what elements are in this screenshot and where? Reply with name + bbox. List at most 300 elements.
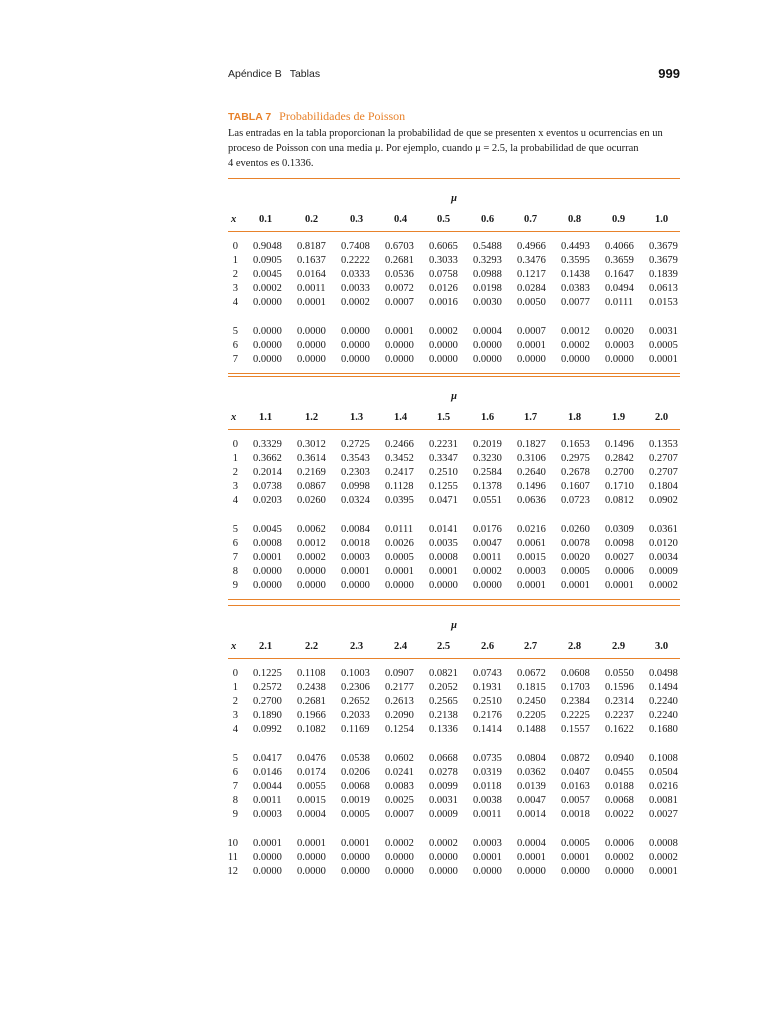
probability-cell: 0.0022 bbox=[605, 809, 634, 820]
table-row bbox=[228, 766, 680, 780]
probability-cell: 0.3662 bbox=[253, 453, 282, 464]
probability-cell: 0.0188 bbox=[605, 781, 634, 792]
probability-cell: 0.2176 bbox=[473, 710, 502, 721]
mu-column-header: 0.6 bbox=[481, 214, 495, 225]
probability-cell: 0.0000 bbox=[341, 326, 370, 337]
probability-cell: 0.0002 bbox=[473, 566, 502, 577]
probability-cell: 0.0068 bbox=[341, 781, 370, 792]
probability-cell: 0.0016 bbox=[429, 297, 458, 308]
probability-cell: 0.0038 bbox=[473, 795, 502, 806]
probability-cell: 0.2438 bbox=[297, 682, 326, 693]
probability-cell: 0.2052 bbox=[429, 682, 458, 693]
probability-cell: 0.0002 bbox=[649, 852, 678, 863]
probability-cell: 0.1557 bbox=[561, 724, 590, 735]
probability-cell: 0.0000 bbox=[429, 580, 458, 591]
x-value: 5 bbox=[232, 753, 238, 764]
table-row bbox=[228, 837, 680, 851]
probability-cell: 0.1378 bbox=[473, 481, 502, 492]
probability-cell: 0.0004 bbox=[297, 809, 326, 820]
probability-cell: 0.0494 bbox=[605, 283, 634, 294]
probability-cell: 0.3230 bbox=[473, 453, 502, 464]
probability-cell: 0.0471 bbox=[429, 495, 458, 506]
probability-cell: 0.3595 bbox=[561, 255, 590, 266]
probability-cell: 0.0260 bbox=[561, 524, 590, 535]
probability-cell: 0.0361 bbox=[649, 524, 678, 535]
probability-cell: 0.0000 bbox=[253, 354, 282, 365]
probability-cell: 0.9048 bbox=[253, 241, 282, 252]
probability-cell: 0.0000 bbox=[341, 852, 370, 863]
intro-line: Las entradas en la tabla proporcionan la probabilidad de que se presenten x eventos u ocurrencias en un bbox=[228, 128, 663, 139]
probability-cell: 0.1931 bbox=[473, 682, 502, 693]
running-head bbox=[228, 66, 680, 84]
probability-cell: 0.0536 bbox=[385, 269, 414, 280]
probability-cell: 0.0000 bbox=[385, 852, 414, 863]
x-value: 0 bbox=[232, 439, 238, 450]
x-value: 6 bbox=[232, 767, 238, 778]
probability-cell: 0.0035 bbox=[429, 538, 458, 549]
table-row bbox=[228, 240, 680, 254]
probability-cell: 0.0455 bbox=[605, 767, 634, 778]
probability-cell: 0.0020 bbox=[605, 326, 634, 337]
x-value: 2 bbox=[232, 696, 238, 707]
mu-column-header: 2.1 bbox=[259, 641, 273, 652]
table-row bbox=[228, 709, 680, 723]
probability-cell: 0.3543 bbox=[341, 453, 370, 464]
probability-cell: 0.3033 bbox=[429, 255, 458, 266]
probability-cell: 0.0050 bbox=[517, 297, 546, 308]
probability-cell: 0.0000 bbox=[561, 866, 590, 877]
probability-cell: 0.3679 bbox=[649, 255, 678, 266]
probability-cell: 0.0005 bbox=[649, 340, 678, 351]
section-label: Tablas bbox=[289, 68, 321, 80]
x-value: 0 bbox=[232, 668, 238, 679]
table-row bbox=[228, 565, 680, 579]
probability-cell: 0.0001 bbox=[297, 297, 326, 308]
mu-column-header: 1.0 bbox=[655, 214, 669, 225]
table-row bbox=[228, 851, 680, 865]
probability-cell: 0.0613 bbox=[649, 283, 678, 294]
probability-cell: 0.0077 bbox=[561, 297, 590, 308]
probability-cell: 0.2138 bbox=[429, 710, 458, 721]
probability-cell: 0.0001 bbox=[517, 580, 546, 591]
mu-column-header: 1.7 bbox=[524, 412, 538, 423]
x-value: 1 bbox=[232, 453, 238, 464]
probability-cell: 0.0998 bbox=[341, 481, 370, 492]
mu-column-header: 0.1 bbox=[259, 214, 273, 225]
probability-cell: 0.1353 bbox=[649, 439, 678, 450]
probability-cell: 0.0072 bbox=[385, 283, 414, 294]
table-intro bbox=[228, 126, 680, 171]
probability-cell: 0.2700 bbox=[253, 696, 282, 707]
probability-cell: 0.0000 bbox=[253, 580, 282, 591]
probability-cell: 0.1488 bbox=[517, 724, 546, 735]
probability-cell: 0.2681 bbox=[297, 696, 326, 707]
probability-cell: 0.2384 bbox=[561, 696, 590, 707]
mu-column-header: 1.4 bbox=[394, 412, 408, 423]
probability-cell: 0.0001 bbox=[473, 852, 502, 863]
probability-cell: 0.1082 bbox=[297, 724, 326, 735]
probability-cell: 0.1494 bbox=[649, 682, 678, 693]
mu-column-header: 2.7 bbox=[524, 641, 538, 652]
x-value: 10 bbox=[227, 838, 238, 849]
mu-column-header: 2.5 bbox=[437, 641, 451, 652]
probability-cell: 0.0002 bbox=[429, 838, 458, 849]
x-column-header: x bbox=[231, 641, 237, 652]
probability-cell: 0.0001 bbox=[517, 340, 546, 351]
probability-cell: 0.4493 bbox=[561, 241, 590, 252]
probability-cell: 0.2303 bbox=[341, 467, 370, 478]
probability-cell: 0.6703 bbox=[385, 241, 414, 252]
probability-cell: 0.0025 bbox=[385, 795, 414, 806]
probability-cell: 0.0003 bbox=[605, 340, 634, 351]
x-value: 1 bbox=[232, 682, 238, 693]
probability-cell: 0.2613 bbox=[385, 696, 414, 707]
x-value: 3 bbox=[232, 710, 238, 721]
probability-cell: 0.0015 bbox=[297, 795, 326, 806]
table-row bbox=[228, 494, 680, 508]
probability-cell: 0.0723 bbox=[561, 495, 590, 506]
header-rule bbox=[228, 429, 680, 430]
probability-cell: 0.0284 bbox=[517, 283, 546, 294]
probability-cell: 0.1128 bbox=[385, 481, 414, 492]
x-value: 9 bbox=[232, 809, 238, 820]
probability-cell: 0.0009 bbox=[429, 809, 458, 820]
probability-cell: 0.0000 bbox=[253, 566, 282, 577]
probability-cell: 0.0002 bbox=[253, 283, 282, 294]
probability-cell: 0.0011 bbox=[297, 283, 326, 294]
mu-column-header: 2.2 bbox=[305, 641, 319, 652]
probability-cell: 0.0018 bbox=[561, 809, 590, 820]
probability-cell: 0.2450 bbox=[517, 696, 546, 707]
x-column-header: x bbox=[231, 412, 237, 423]
probability-cell: 0.0804 bbox=[517, 753, 546, 764]
mu-column-header: 0.5 bbox=[437, 214, 451, 225]
table-row bbox=[228, 667, 680, 681]
probability-cell: 0.2678 bbox=[561, 467, 590, 478]
table-row bbox=[228, 480, 680, 494]
probability-cell: 0.2240 bbox=[649, 710, 678, 721]
probability-cell: 0.2510 bbox=[473, 696, 502, 707]
probability-cell: 0.1254 bbox=[385, 724, 414, 735]
probability-cell: 0.0001 bbox=[297, 838, 326, 849]
mu-column-header: 0.3 bbox=[350, 214, 364, 225]
probability-cell: 0.0000 bbox=[429, 354, 458, 365]
top-rule bbox=[228, 178, 680, 179]
probability-cell: 0.0002 bbox=[429, 326, 458, 337]
probability-cell: 0.0383 bbox=[561, 283, 590, 294]
probability-cell: 0.0000 bbox=[253, 297, 282, 308]
x-value: 4 bbox=[232, 495, 238, 506]
probability-cell: 0.0001 bbox=[385, 566, 414, 577]
probability-cell: 0.2707 bbox=[649, 453, 678, 464]
probability-cell: 0.0758 bbox=[429, 269, 458, 280]
probability-cell: 0.0027 bbox=[649, 809, 678, 820]
probability-cell: 0.0000 bbox=[605, 354, 634, 365]
probability-cell: 0.0081 bbox=[649, 795, 678, 806]
probability-cell: 0.0027 bbox=[605, 552, 634, 563]
x-value: 7 bbox=[232, 354, 238, 365]
probability-cell: 0.0735 bbox=[473, 753, 502, 764]
probability-cell: 0.0003 bbox=[341, 552, 370, 563]
mu-column-header: 2.9 bbox=[612, 641, 626, 652]
probability-cell: 0.0001 bbox=[561, 580, 590, 591]
probability-cell: 0.0000 bbox=[473, 580, 502, 591]
probability-cell: 0.0030 bbox=[473, 297, 502, 308]
probability-cell: 0.1003 bbox=[341, 668, 370, 679]
mu-column-header: 2.3 bbox=[350, 641, 364, 652]
probability-cell: 0.7408 bbox=[341, 241, 370, 252]
table-row bbox=[228, 537, 680, 551]
probability-cell: 0.0872 bbox=[561, 753, 590, 764]
probability-cell: 0.0905 bbox=[253, 255, 282, 266]
x-value: 3 bbox=[232, 481, 238, 492]
probability-cell: 0.0241 bbox=[385, 767, 414, 778]
probability-cell: 0.3476 bbox=[517, 255, 546, 266]
probability-cell: 0.1438 bbox=[561, 269, 590, 280]
probability-cell: 0.0118 bbox=[473, 781, 502, 792]
probability-cell: 0.0000 bbox=[297, 866, 326, 877]
table-title bbox=[228, 109, 405, 124]
probability-cell: 0.0083 bbox=[385, 781, 414, 792]
probability-cell: 0.3614 bbox=[297, 453, 326, 464]
probability-cell: 0.3347 bbox=[429, 453, 458, 464]
probability-cell: 0.1496 bbox=[605, 439, 634, 450]
probability-cell: 0.0000 bbox=[385, 580, 414, 591]
probability-cell: 0.0003 bbox=[253, 809, 282, 820]
table-row bbox=[228, 551, 680, 565]
probability-cell: 0.0000 bbox=[429, 866, 458, 877]
probability-cell: 0.0608 bbox=[561, 668, 590, 679]
probability-cell: 0.0216 bbox=[517, 524, 546, 535]
probability-cell: 0.0902 bbox=[649, 495, 678, 506]
x-value: 7 bbox=[232, 781, 238, 792]
probability-cell: 0.1653 bbox=[561, 439, 590, 450]
probability-cell: 0.0007 bbox=[385, 809, 414, 820]
table-row bbox=[228, 339, 680, 353]
probability-cell: 0.0099 bbox=[429, 781, 458, 792]
probability-cell: 0.0015 bbox=[517, 552, 546, 563]
probability-cell: 0.0001 bbox=[429, 566, 458, 577]
probability-cell: 0.0020 bbox=[561, 552, 590, 563]
probability-cell: 0.0206 bbox=[341, 767, 370, 778]
x-value: 6 bbox=[232, 340, 238, 351]
probability-cell: 0.0000 bbox=[341, 866, 370, 877]
probability-cell: 0.0636 bbox=[517, 495, 546, 506]
probability-cell: 0.0098 bbox=[605, 538, 634, 549]
probability-cell: 0.0602 bbox=[385, 753, 414, 764]
probability-cell: 0.1804 bbox=[649, 481, 678, 492]
probability-cell: 0.0002 bbox=[605, 852, 634, 863]
probability-cell: 0.0309 bbox=[605, 524, 634, 535]
probability-cell: 0.1414 bbox=[473, 724, 502, 735]
intro-line: 4 eventos es 0.1336. bbox=[228, 158, 314, 169]
table-row bbox=[228, 780, 680, 794]
probability-cell: 0.0120 bbox=[649, 538, 678, 549]
probability-cell: 0.0005 bbox=[561, 838, 590, 849]
probability-cell: 0.1637 bbox=[297, 255, 326, 266]
probability-cell: 0.2975 bbox=[561, 453, 590, 464]
probability-cell: 0.0061 bbox=[517, 538, 546, 549]
probability-cell: 0.0031 bbox=[429, 795, 458, 806]
probability-cell: 0.0044 bbox=[253, 781, 282, 792]
probability-cell: 0.2314 bbox=[605, 696, 634, 707]
probability-cell: 0.0002 bbox=[649, 580, 678, 591]
probability-cell: 0.0176 bbox=[473, 524, 502, 535]
probability-cell: 0.0011 bbox=[253, 795, 282, 806]
probability-cell: 0.2652 bbox=[341, 696, 370, 707]
mu-column-header: 1.1 bbox=[259, 412, 273, 423]
probability-cell: 0.0007 bbox=[517, 326, 546, 337]
probability-cell: 0.0001 bbox=[649, 354, 678, 365]
header-rule bbox=[228, 231, 680, 232]
x-value: 1 bbox=[232, 255, 238, 266]
table-row bbox=[228, 466, 680, 480]
probability-cell: 0.0000 bbox=[473, 340, 502, 351]
table-row bbox=[228, 254, 680, 268]
probability-cell: 0.0003 bbox=[473, 838, 502, 849]
table-row bbox=[228, 794, 680, 808]
probability-cell: 0.0940 bbox=[605, 753, 634, 764]
probability-cell: 0.1827 bbox=[517, 439, 546, 450]
probability-cell: 0.0324 bbox=[341, 495, 370, 506]
mu-column-header: 1.6 bbox=[481, 412, 495, 423]
probability-cell: 0.0668 bbox=[429, 753, 458, 764]
probability-cell: 0.0005 bbox=[385, 552, 414, 563]
probability-cell: 0.1217 bbox=[517, 269, 546, 280]
probability-cell: 0.0012 bbox=[561, 326, 590, 337]
probability-cell: 0.0045 bbox=[253, 269, 282, 280]
probability-cell: 0.2237 bbox=[605, 710, 634, 721]
probability-cell: 0.3106 bbox=[517, 453, 546, 464]
x-value: 8 bbox=[232, 795, 238, 806]
probability-cell: 0.0000 bbox=[385, 354, 414, 365]
page-number: 999 bbox=[658, 66, 680, 81]
probability-cell: 0.4966 bbox=[517, 241, 546, 252]
x-value: 5 bbox=[232, 326, 238, 337]
mu-column-header: 2.8 bbox=[568, 641, 582, 652]
probability-cell: 0.0821 bbox=[429, 668, 458, 679]
probability-cell: 0.0062 bbox=[297, 524, 326, 535]
x-column-header: x bbox=[231, 214, 237, 225]
mu-column-header: 2.4 bbox=[394, 641, 408, 652]
table-row bbox=[228, 808, 680, 822]
probability-cell: 0.0504 bbox=[649, 767, 678, 778]
probability-cell: 0.0164 bbox=[297, 269, 326, 280]
probability-cell: 0.0000 bbox=[297, 852, 326, 863]
probability-cell: 0.3452 bbox=[385, 453, 414, 464]
probability-cell: 0.0738 bbox=[253, 481, 282, 492]
bottom-rule bbox=[228, 373, 680, 374]
probability-cell: 0.2177 bbox=[385, 682, 414, 693]
probability-cell: 0.2014 bbox=[253, 467, 282, 478]
probability-cell: 0.2090 bbox=[385, 710, 414, 721]
x-value: 7 bbox=[232, 552, 238, 563]
probability-cell: 0.2584 bbox=[473, 467, 502, 478]
probability-cell: 0.1815 bbox=[517, 682, 546, 693]
probability-cell: 0.0988 bbox=[473, 269, 502, 280]
probability-cell: 0.0203 bbox=[253, 495, 282, 506]
probability-cell: 0.4066 bbox=[605, 241, 634, 252]
probability-cell: 0.0278 bbox=[429, 767, 458, 778]
mu-column-header: 2.0 bbox=[655, 412, 669, 423]
probability-cell: 0.1108 bbox=[297, 668, 326, 679]
x-value: 2 bbox=[232, 269, 238, 280]
probability-cell: 0.1596 bbox=[605, 682, 634, 693]
probability-cell: 0.0000 bbox=[297, 566, 326, 577]
table-row bbox=[228, 723, 680, 737]
probability-cell: 0.0007 bbox=[385, 297, 414, 308]
probability-cell: 0.0004 bbox=[473, 326, 502, 337]
probability-cell: 0.1255 bbox=[429, 481, 458, 492]
probability-cell: 0.2222 bbox=[341, 255, 370, 266]
probability-cell: 0.0153 bbox=[649, 297, 678, 308]
mu-column-header: 1.5 bbox=[437, 412, 451, 423]
probability-cell: 0.0003 bbox=[517, 566, 546, 577]
probability-cell: 0.0008 bbox=[253, 538, 282, 549]
probability-cell: 0.1966 bbox=[297, 710, 326, 721]
probability-cell: 0.2240 bbox=[649, 696, 678, 707]
probability-cell: 0.0047 bbox=[517, 795, 546, 806]
probability-cell: 0.0000 bbox=[517, 866, 546, 877]
probability-cell: 0.0141 bbox=[429, 524, 458, 535]
mu-column-header: 1.2 bbox=[305, 412, 319, 423]
probability-cell: 0.0407 bbox=[561, 767, 590, 778]
probability-cell: 0.0907 bbox=[385, 668, 414, 679]
probability-cell: 0.3659 bbox=[605, 255, 634, 266]
probability-cell: 0.0743 bbox=[473, 668, 502, 679]
probability-cell: 0.0000 bbox=[385, 866, 414, 877]
probability-cell: 0.0550 bbox=[605, 668, 634, 679]
probability-cell: 0.0000 bbox=[429, 852, 458, 863]
table-row bbox=[228, 353, 680, 367]
table-row bbox=[228, 695, 680, 709]
probability-cell: 0.3012 bbox=[297, 439, 326, 450]
probability-cell: 0.3679 bbox=[649, 241, 678, 252]
table-row bbox=[228, 438, 680, 452]
probability-cell: 0.0000 bbox=[341, 580, 370, 591]
probability-cell: 0.0002 bbox=[297, 552, 326, 563]
probability-cell: 0.0362 bbox=[517, 767, 546, 778]
probability-cell: 0.0111 bbox=[605, 297, 634, 308]
mu-column-header: 0.9 bbox=[612, 214, 626, 225]
probability-cell: 0.0476 bbox=[297, 753, 326, 764]
top-rule bbox=[228, 376, 680, 377]
mu-column-header: 3.0 bbox=[655, 641, 669, 652]
probability-cell: 0.1647 bbox=[605, 269, 634, 280]
mu-column-header: 0.8 bbox=[568, 214, 582, 225]
mu-column-header: 1.9 bbox=[612, 412, 626, 423]
probability-cell: 0.0333 bbox=[341, 269, 370, 280]
probability-cell: 0.0001 bbox=[253, 838, 282, 849]
intro-line: proceso de Poisson con una media μ. Por ejemplo, cuando μ = 2.5, la probabilidad de que ocurran bbox=[228, 143, 639, 154]
probability-cell: 0.2700 bbox=[605, 467, 634, 478]
probability-cell: 0.2231 bbox=[429, 439, 458, 450]
x-value: 11 bbox=[227, 852, 238, 863]
probability-cell: 0.0146 bbox=[253, 767, 282, 778]
probability-cell: 0.1703 bbox=[561, 682, 590, 693]
probability-cell: 0.2572 bbox=[253, 682, 282, 693]
probability-cell: 0.0008 bbox=[429, 552, 458, 563]
probability-cell: 0.1607 bbox=[561, 481, 590, 492]
probability-cell: 0.1169 bbox=[341, 724, 370, 735]
probability-cell: 0.1890 bbox=[253, 710, 282, 721]
probability-cell: 0.2225 bbox=[561, 710, 590, 721]
probability-cell: 0.1680 bbox=[649, 724, 678, 735]
probability-cell: 0.1008 bbox=[649, 753, 678, 764]
x-value: 6 bbox=[232, 538, 238, 549]
probability-cell: 0.0163 bbox=[561, 781, 590, 792]
probability-cell: 0.0260 bbox=[297, 495, 326, 506]
